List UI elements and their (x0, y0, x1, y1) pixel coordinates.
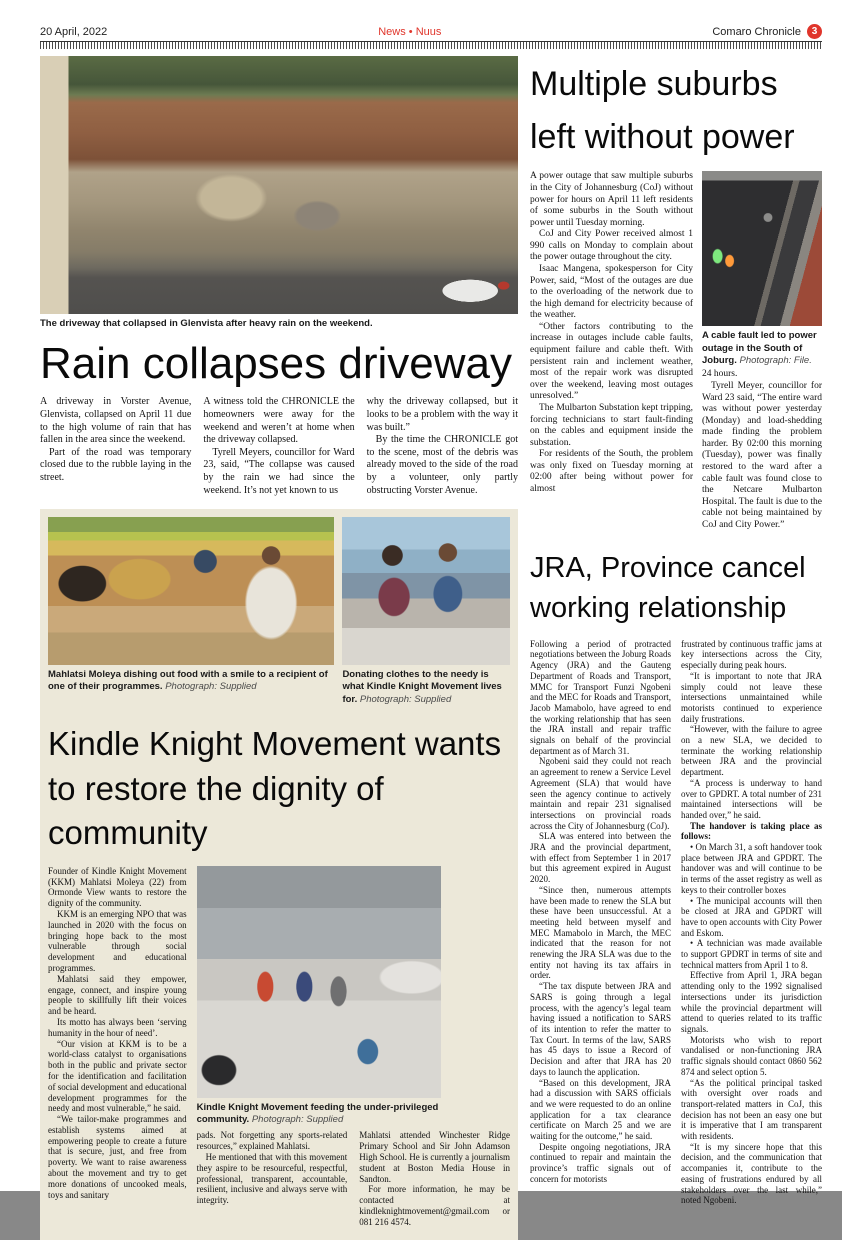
cable-fault-photo (702, 171, 822, 326)
right-column (530, 58, 822, 1206)
paragraph: “A process is underway to hand over to GPDRT. A total number of 231 maintained intersections will be handed over,” he said. (681, 777, 822, 820)
kkm-photo3-caption (197, 1102, 441, 1127)
paragraph: For residents of the South, the problem was only fixed on Tuesday morning at 02:00 after being without power for almost (530, 449, 693, 494)
kkm-photo2-block (342, 517, 510, 708)
paragraph: “Our vision at KKM is to be a world-class catalyst to organisations both in the public and private sector for the identification and facilitation of social development and educational development programmes for the needy and most vulnerable,” he said. (48, 1038, 187, 1114)
driveway-col-1 (40, 396, 191, 497)
paragraph: Despite ongoing negotiations, JRA continued to repair and maintain the province’s traffic signals out of concern for motorists (530, 1141, 671, 1184)
kkm-right-area (197, 866, 510, 1228)
caption-text: Donating clothes to the needy is what Kindle Knight Movement lives for. (342, 669, 502, 705)
paragraph: The Mulbarton Substation kept tripping, forcing technicians to start fault-finding on the cables and equipment inside the substation. (530, 402, 693, 448)
paragraph: The handover is taking place as follows: (681, 820, 822, 842)
paragraph: pads. Not forgetting any sports-related resources,” explained Mahlatsi. (196, 1130, 348, 1152)
paragraph: Mahlatsi attended Winchester Ridge Primary School and Sir John Adamson High School. He is currently a journalism student at Boston Media House in Sandton. (359, 1130, 510, 1184)
paragraph: Part of the road was temporary closed due to the rubble laying in the street. (40, 446, 192, 483)
driveway-col-3 (367, 396, 518, 497)
caption-credit: Photograph: Supplied (359, 693, 452, 705)
paragraph: A power outage that saw multiple suburbs in the City of Johannesburg (CoJ) without power for hours on April 11 left residents of some suburbs in the South without power until Tuesday morning. (530, 171, 693, 228)
paragraph: “As the political principal tasked with oversight over roads and transport-related matters in CoJ, this decision has not been an easy one but it is imperative that I am transparent with residents. (681, 1077, 822, 1142)
paragraph: Founder of Kindle Knight Movement (KKM) Mahlatsi Moleya (22) from Ormonde View wants to restore the dignity of the community. (48, 865, 187, 909)
caption-credit: Photograph: File. (739, 355, 812, 367)
paragraph: KKM is an emerging NPO that was launched in 2020 with the focus on bringing hope back to the most vulnerable through social development and educational programmes. (48, 908, 187, 973)
paragraph: “It is my sincere hope that this decision, and the communication that accompanies it, contribute to the easing of frustrations endured by all stakeholders over the last while,” noted Ngobeni. (681, 1141, 822, 1206)
jra-col-2 (681, 639, 822, 1206)
paragraph: CoJ and City Power received almost 1 990 calls on Monday to complain about the power outage throughout the city. (530, 229, 693, 263)
kkm-clothes-photo (342, 517, 510, 665)
caption-text: Mahlatsi Moleya dishing out food with a smile to a recipient of one of their programmes. (48, 669, 328, 693)
paragraph: For more information, he may be contacted at kindleknightmovement@gmail.com or 081 216 4574. (359, 1184, 510, 1227)
caption-credit: Photograph: Supplied (251, 1114, 344, 1126)
paragraph: He mentioned that with this movement they aspire to be resourceful, respectful, professional, transparent, accountable, resilient, inclusive and always serve with integrity. (196, 1152, 348, 1206)
section-label: News • Nuus (378, 25, 442, 38)
paragraph: By the time the CHRONICLE got to the scene, most of the debris was already moved to the side of the road by a volunteer, only partly obstructing Vorster Avenue. (366, 434, 518, 496)
power-headline: Multiple suburbs left without power (530, 65, 795, 156)
paragraph: • On March 31, a soft handover took place between JRA and GPDRT. The handover was and will continue to be in terms of the asset registry as well as keys to their controller boxes (681, 842, 822, 895)
power-body (530, 171, 822, 531)
cable-photo-caption (702, 330, 822, 367)
paragraph: why the driveway collapsed, but it looks to be a problem with the way it was built.” (366, 396, 518, 433)
caption-text: A cable fault led to power outage in the South of Joburg. (702, 330, 817, 367)
paragraph: Isaac Mangena, spokesperson for City Power, said, “Most of the outages are due to the overloading of the network due to the high demand for electricity because of the weather. (530, 264, 693, 321)
paragraph: SLA was entered into between the JRA and the provincial department, with effect from September 1 in 2017 but this agreement expired in August 2020. (530, 831, 671, 885)
kkm-col-2 (197, 1130, 348, 1227)
paragraph: • The municipal accounts will then be closed at JRA and GPDRT will have to open accounts with City Power and Eskom. (681, 895, 822, 938)
driveway-body (40, 396, 518, 497)
paragraph: Tyrell Meyer, councillor for Ward 23 said, “The entire ward was without power yesterday (Monday) and load-shedding made finding the problem harder. By 02:00 this morning (Tuesday), power was finally restored to the ward after a cable fault was found close to the Netcare Mulbarton Hospital. The fault is due to the cable not being maintained by CoJ and City Power.” (702, 380, 822, 530)
paragraph: “However, with the failure to agree on a new SLA, we decided to terminate the working relationship between JRA and the provincial department. (681, 724, 822, 778)
jra-col-1 (530, 639, 671, 1206)
caption-text: Kindle Knight Movement feeding the under-privileged community. (196, 1101, 439, 1126)
power-col-1 (530, 171, 693, 531)
page-header (40, 24, 822, 39)
paragraph: 24 hours. (702, 369, 738, 380)
paragraph: Its motto has always been ‘serving humanity in the hour of need’. (48, 1016, 187, 1038)
kkm-photo1-block (48, 517, 334, 708)
header-divider (40, 41, 822, 49)
driveway-col-2 (203, 396, 354, 497)
paragraph: • A technician was made available to support GPDRT in terms of site and technical matters from April 1 to 8. (681, 938, 822, 970)
kkm-photo-row (48, 517, 510, 708)
power-right-area (702, 171, 822, 531)
jra-body (530, 639, 822, 1206)
paragraph: Mahlatsi said they empower, engage, connect, and inspire young people to skillfully lift their voices and be heard. (48, 973, 187, 1017)
paragraph: “Based on this development, JRA had a discussion with SARS officials and we were requested to do an online application for a tax clearance certificate on March 25 and we are waiting for the outcome,” he said. (530, 1077, 671, 1142)
publication-name: Comaro Chronicle (712, 25, 801, 38)
kkm-bottom-row (197, 1130, 510, 1227)
paragraph: “It is important to note that JRA simply could not leave these intersections unmaintained while motorists continued to experience daily frustrations. (681, 670, 822, 724)
paragraph: Motorists who wish to report vandalised or non-functioning JRA traffic signals should contact 0860 562 874 and select option 5. (681, 1034, 822, 1077)
caption-text: The driveway that collapsed in Glenvista after heavy rain on the weekend. (40, 318, 373, 329)
paragraph: frustrated by continuous traffic jams at key intersections across the City, especially during peak hours. (681, 638, 822, 671)
paragraph: A driveway in Vorster Avenue, Glenvista, collapsed on April 11 due to the high volume of rain that has fallen in the area since the weekend. (40, 396, 192, 446)
paragraph: Tyrell Meyers, councillor for Ward 23, said, “The collapse was caused by the rain we had since the weekend. It’s not yet known to us (203, 446, 355, 496)
caption-credit: Photograph: Supplied (165, 681, 257, 693)
paragraph: Effective from April 1, JRA began attending only to the 1992 signalised intersections under its jurisdiction while the provincial department will attend to queries related to its traffic signals. (681, 970, 822, 1034)
kkm-col-3 (359, 1130, 510, 1227)
driveway-photo (40, 56, 518, 314)
kkm-photo1-caption (48, 669, 334, 694)
paragraph: “Since then, numerous attempts have been made to renew the SLA but these have been unsuccessful. At a meeting held between myself and MEC Mamabolo in March, the MEC indicated that the reason for not renewing the JRA SLA was due to the entity not having its tax affairs in order. (530, 884, 671, 981)
left-column (40, 56, 518, 1240)
kkm-col-1 (48, 866, 187, 1228)
page-number-badge: 3 (807, 24, 822, 39)
paragraph: Ngobeni said they could not reach an agreement to renew a Service Level Agreement (SLA) that would have seen the agency continue to actively maintain and repair 231 signalised intersections on provincial roads across the City of Johannesburg (CoJ). (530, 756, 671, 831)
publication-label (712, 24, 822, 39)
paragraph: “Other factors contributing to the increase in outages include cable faults, equipment failure and cable theft. With persistent rain and inclement weather, most of the repair work was disrupted over the weekend, leaving most outages unresolved.” (530, 321, 693, 402)
paragraph: A witness told the CHRONICLE the homeowners were away for the weekend and weren’t at home when the driveway collapsed. (203, 396, 355, 446)
kkm-article (40, 509, 518, 1240)
paragraph: Following a period of protracted negotiations between the Joburg Roads Agency (JRA) and the Gauteng Department of Roads and Transport, MMC for Transport Funzi Ngobeni and the MEC for Roads and Transport, Jacob Mamabolo, have agreed to end the working relationship that has seen the JRA install and repair traffic signals on behalf of the provincial department as of March 31. (530, 638, 671, 756)
driveway-headline: Rain collapses driveway (40, 339, 512, 389)
kkm-food-photo (48, 517, 334, 665)
kkm-body (48, 866, 510, 1228)
kkm-headline: Kindle Knight Movement wants to restore the dignity of community (48, 725, 502, 852)
paragraph: “The tax dispute between JRA and SARS is going through a legal process, with the agency’s legal team having issued a notification to SARS of its intention to refer the matter to Tax Court. In terms of the law, SARS has 45 days to issue a Record of Decision and after that JRA has 20 days to launch the application. (530, 981, 671, 1077)
jra-headline: JRA, Province cancel working relationship (530, 551, 806, 625)
power-col-2 (702, 369, 822, 531)
kkm-photo2-caption (342, 669, 510, 706)
kkm-feeding-photo (197, 866, 441, 1098)
paragraph: “We tailor-make programmes and establish systems aimed at empowering people to create a future that is secure, just, and free from poverty. We want to raise awareness about the movement and try to get more donations of uncooked meals, toys and sanitary (48, 1114, 187, 1200)
date-label: 20 April, 2022 (40, 25, 108, 38)
driveway-photo-caption (40, 318, 518, 330)
